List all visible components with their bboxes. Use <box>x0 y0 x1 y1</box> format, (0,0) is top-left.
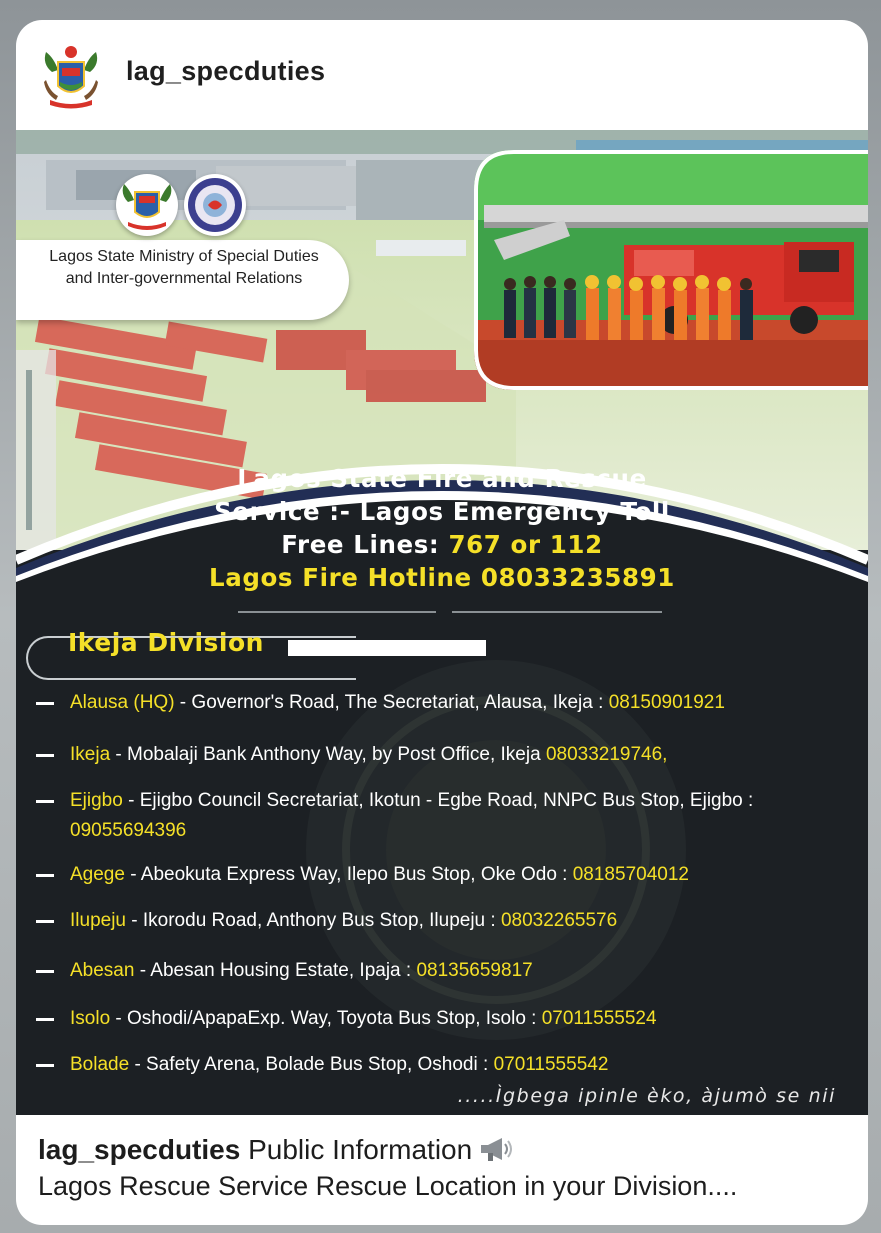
headline-line-2: Service :- Lagos Emergency Toll <box>214 497 670 526</box>
location-detail: - Ejigbo Council Secretariat, Ikotun - Egbe Road, NNPC Bus Stop, Ejigbo : <box>122 790 754 811</box>
location-phone: 09055694396 <box>70 820 187 841</box>
location-detail: - Abeokuta Express Way, Ilepo Bus Stop, Oke Odo : <box>124 864 573 885</box>
headline <box>56 462 828 594</box>
location-phone: 08135659817 <box>416 960 533 981</box>
location-name: Abesan <box>70 960 135 981</box>
location-name: Ejigbo <box>70 790 123 811</box>
post-header <box>16 20 868 130</box>
divider-right <box>452 611 662 613</box>
lagos-coat-of-arms-icon <box>40 42 102 112</box>
location-name: Agege <box>70 864 125 885</box>
division-title: Ikeja Division <box>68 628 264 657</box>
location-detail: - Governor's Road, The Secretariat, Alausa, Ikeja : <box>174 692 609 713</box>
location-name: Bolade <box>70 1054 130 1075</box>
bullet-dash <box>36 702 54 705</box>
toll-free-label: Free Lines: <box>281 530 449 559</box>
list-item <box>70 1004 850 1034</box>
location-phone: 08150901921 <box>608 692 725 713</box>
list-item <box>70 860 850 890</box>
ministry-name: Lagos State Ministry of Special Duties and Inter-governmental Relations <box>49 248 319 287</box>
division-title-bar <box>288 640 486 656</box>
location-detail: - Mobalaji Bank Anthony Way, by Post Office, Ikeja <box>110 744 546 765</box>
list-item <box>70 786 850 846</box>
location-phone: 08185704012 <box>572 864 689 885</box>
poster-image <box>16 130 868 1115</box>
list-item <box>70 740 850 770</box>
motto-text: .....Ìgbega ipinle èko, àjumò se nii <box>457 1085 836 1107</box>
bullet-dash <box>36 754 54 757</box>
location-phone: 08032265576 <box>500 910 618 931</box>
location-phone: 07011555524 <box>541 1008 657 1029</box>
location-detail: - Ikorodu Road, Anthony Bus Stop, Ilupeju : <box>126 910 501 931</box>
caption-line-1 <box>38 1132 858 1168</box>
bullet-dash <box>36 874 54 877</box>
location-name: Isolo <box>70 1008 111 1029</box>
caption-username[interactable]: lag_specduties <box>38 1134 241 1165</box>
post-username[interactable]: lag_specduties <box>126 56 326 86</box>
location-phone: 07011555542 <box>493 1054 609 1075</box>
headline-line-3 <box>56 528 828 561</box>
post-card <box>16 20 868 1225</box>
caption-line-2: Lagos Rescue Service Rescue Location in your Division.... <box>38 1171 738 1201</box>
list-item <box>70 1050 850 1080</box>
headline-line-1: Lagos State Fire and Rescue <box>237 464 647 493</box>
list-item <box>70 906 850 936</box>
list-item <box>70 688 850 718</box>
toll-free-numbers: 767 or 112 <box>448 530 603 559</box>
list-item <box>70 956 850 986</box>
divider-left <box>238 611 436 613</box>
caption-text: Public Information <box>240 1134 473 1165</box>
location-phone: 08033219746, <box>545 744 668 765</box>
location-name: Alausa (HQ) <box>70 692 175 713</box>
avatar[interactable] <box>40 42 102 112</box>
bullet-dash <box>36 800 54 803</box>
location-detail: - Safety Arena, Bolade Bus Stop, Oshodi : <box>129 1054 494 1075</box>
bullet-dash <box>36 1018 54 1021</box>
fire-hotline: Lagos Fire Hotline 08033235891 <box>209 563 675 592</box>
post-caption <box>38 1132 858 1204</box>
bullet-dash <box>36 1064 54 1067</box>
location-name: Ikeja <box>70 744 111 765</box>
megaphone-icon <box>478 1135 514 1163</box>
location-name: Ilupeju <box>70 910 126 931</box>
location-detail: - Oshodi/ApapaExp. Way, Toyota Bus Stop, Isolo : <box>110 1008 542 1029</box>
bullet-dash <box>36 920 54 923</box>
location-detail: - Abesan Housing Estate, Ipaja : <box>134 960 417 981</box>
bullet-dash <box>36 970 54 973</box>
